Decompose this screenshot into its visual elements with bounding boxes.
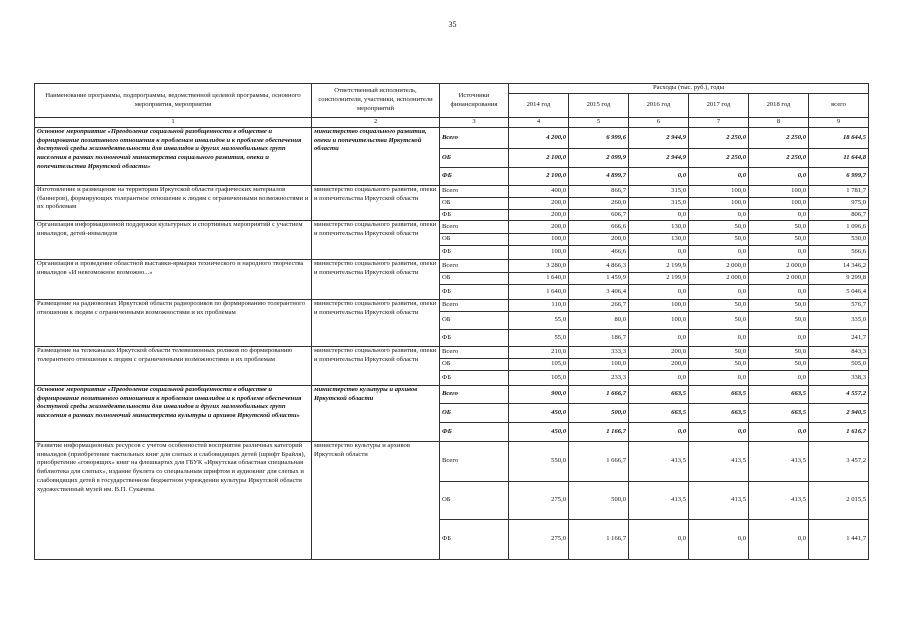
amount-year: 50,0 <box>689 359 749 371</box>
amount-year: 200,0 <box>509 221 569 234</box>
amount-year: 413,5 <box>749 482 809 520</box>
amount-year: 200,0 <box>629 359 689 371</box>
amount-year: 100,0 <box>509 234 569 246</box>
amount-year: 1 459,9 <box>569 273 629 285</box>
header-year: 2016 год <box>629 94 689 118</box>
amount-year: 233,3 <box>569 371 629 386</box>
amount-year: 210,0 <box>509 347 569 359</box>
header-source: Источники финансирования <box>440 84 509 118</box>
table-row <box>35 300 869 312</box>
funding-source: ФБ <box>440 423 509 442</box>
column-index: 5 <box>569 118 629 128</box>
amount-total: 11 644,8 <box>809 149 869 168</box>
amount-year: 50,0 <box>749 359 809 371</box>
amount-year: 3 406,4 <box>569 285 629 300</box>
amount-year: 186,7 <box>569 330 629 347</box>
amount-year: 900,0 <box>509 386 569 404</box>
amount-year: 663,5 <box>689 386 749 404</box>
amount-year: 1 666,7 <box>569 386 629 404</box>
table-row <box>35 442 869 482</box>
amount-year: 110,0 <box>509 300 569 312</box>
amount-year: 55,0 <box>509 330 569 347</box>
amount-year: 0,0 <box>689 423 749 442</box>
executor: министерство социального развития, опеки и попечительства Иркутской области <box>312 260 440 300</box>
executor: министерство социального развития, опеки и попечительства Иркутской области <box>312 347 440 386</box>
activity-name: Основное мероприятие «Преодоление социальной разобщенности в обществе и формирование позитивного отношения к проблемам инвалидов и к проблеме обеспечения доступной среды жизнедеятельности для инвалидов и других маломобильных групп населения в рамках полномочий министерства культуры и архивов Иркутской области» <box>35 386 312 442</box>
amount-year: 100,0 <box>629 300 689 312</box>
header-year: 2014 год <box>509 94 569 118</box>
amount-total: 843,3 <box>809 347 869 359</box>
amount-year: 2 250,0 <box>689 149 749 168</box>
amount-year: 413,5 <box>689 482 749 520</box>
amount-year: 315,0 <box>629 186 689 198</box>
column-index-row <box>35 118 869 128</box>
amount-total: 5 046,4 <box>809 285 869 300</box>
amount-total: 241,7 <box>809 330 869 347</box>
funding-source: Всего <box>440 128 509 149</box>
page-number: 35 <box>448 20 457 29</box>
amount-year: 663,5 <box>749 386 809 404</box>
amount-total: 2 940,5 <box>809 404 869 423</box>
amount-year: 2 250,0 <box>749 128 809 149</box>
executor: министерство социального развития, опеки и попечительства Иркутской области <box>312 221 440 260</box>
amount-year: 2 199,9 <box>629 260 689 273</box>
amount-year: 100,0 <box>569 359 629 371</box>
amount-year: 0,0 <box>629 285 689 300</box>
amount-year: 200,0 <box>509 210 569 221</box>
amount-year: 666,6 <box>569 221 629 234</box>
amount-year: 500,0 <box>569 404 629 423</box>
amount-year: 1 640,0 <box>509 273 569 285</box>
amount-year: 50,0 <box>689 312 749 330</box>
table-row <box>35 347 869 359</box>
amount-year: 0,0 <box>689 285 749 300</box>
amount-year: 2 000,0 <box>689 260 749 273</box>
amount-year: 80,0 <box>569 312 629 330</box>
amount-year: 105,0 <box>509 359 569 371</box>
header-year: 2017 год <box>689 94 749 118</box>
funding-source: Всего <box>440 347 509 359</box>
amount-year: 0,0 <box>689 246 749 260</box>
amount-year: 315,0 <box>629 198 689 210</box>
amount-year: 333,3 <box>569 347 629 359</box>
amount-year: 663,5 <box>629 404 689 423</box>
amount-year: 200,0 <box>629 347 689 359</box>
amount-total: 2 015,5 <box>809 482 869 520</box>
activity-name: Основное мероприятие «Преодоление социальной разобщенности в обществе и формирование позитивного отношения к проблемам инвалидов и к проблеме обеспечения доступной среды жизнедеятельности для инвалидов и других маломобильных групп населения в рамках полномочий министерства социального развития, опеки и попечительства Иркутской области» <box>35 128 312 186</box>
activity-name: Развитие информационных ресурсов с учетом особенностей восприятия различных категорий инвалидов (приобретение тактильных книг для слепых и слабовидящих детей (шрифт Брайля), приобретение «говорящих» книг на флешкартах для ГБУК «Иркутская областная специальная библиотека для слепых», издание буклета со специальным шрифтом и аудиокниг для слепых и слабовидящих детей в государственном бюджетном учреждении культуры Иркутской области художественный музей им. В.П. Сукачева <box>35 442 312 560</box>
amount-year: 0,0 <box>629 210 689 221</box>
amount-year: 105,0 <box>509 371 569 386</box>
column-index: 8 <box>749 118 809 128</box>
funding-source: ОБ <box>440 312 509 330</box>
amount-year: 450,0 <box>509 404 569 423</box>
column-index: 1 <box>35 118 312 128</box>
executor: министерство социального развития, опеки и попечительства Иркутской области <box>312 128 440 186</box>
column-index: 2 <box>312 118 440 128</box>
amount-total: 338,3 <box>809 371 869 386</box>
amount-year: 663,5 <box>749 404 809 423</box>
amount-year: 0,0 <box>629 423 689 442</box>
header-name: Наименование программы, подпрограммы, ведомственной целевой программы, основного мероприятия, мероприятия <box>35 84 312 118</box>
amount-year: 0,0 <box>689 210 749 221</box>
funding-source: ОБ <box>440 149 509 168</box>
amount-total: 505,0 <box>809 359 869 371</box>
amount-year: 100,0 <box>629 312 689 330</box>
activity-name: Размещение на телеканалах Иркутской области телевизионных роликов по формированию толерантного отношения к людям с ограниченными возможностями и их проблемам <box>35 347 312 386</box>
funding-source: ФБ <box>440 285 509 300</box>
amount-year: 0,0 <box>629 168 689 186</box>
amount-year: 663,5 <box>629 386 689 404</box>
amount-year: 6 999,6 <box>569 128 629 149</box>
amount-year: 413,5 <box>689 442 749 482</box>
amount-year: 4 866,3 <box>569 260 629 273</box>
amount-total: 335,0 <box>809 312 869 330</box>
column-index: 9 <box>809 118 869 128</box>
amount-total: 18 644,5 <box>809 128 869 149</box>
amount-year: 500,0 <box>569 482 629 520</box>
amount-total: 1 616,7 <box>809 423 869 442</box>
executor: министерство социального развития, опеки и попечительства Иркутской области <box>312 186 440 221</box>
funding-source: ОБ <box>440 482 509 520</box>
amount-year: 606,7 <box>569 210 629 221</box>
amount-year: 200,0 <box>509 198 569 210</box>
amount-year: 0,0 <box>689 520 749 560</box>
column-index: 3 <box>440 118 509 128</box>
amount-year: 866,7 <box>569 186 629 198</box>
amount-year: 0,0 <box>749 168 809 186</box>
funding-source: ОБ <box>440 359 509 371</box>
amount-year: 130,0 <box>629 221 689 234</box>
amount-year: 0,0 <box>749 285 809 300</box>
amount-year: 50,0 <box>689 300 749 312</box>
amount-year: 466,6 <box>569 246 629 260</box>
amount-year: 2 000,0 <box>689 273 749 285</box>
amount-year: 4 899,7 <box>569 168 629 186</box>
amount-total: 6 999,7 <box>809 168 869 186</box>
amount-year: 413,5 <box>749 442 809 482</box>
amount-year: 0,0 <box>749 246 809 260</box>
column-index: 7 <box>689 118 749 128</box>
amount-year: 0,0 <box>689 371 749 386</box>
amount-year: 100,0 <box>509 246 569 260</box>
executor: министерство культуры и архивов Иркутской области <box>312 386 440 442</box>
amount-year: 2 199,9 <box>629 273 689 285</box>
amount-year: 0,0 <box>629 246 689 260</box>
amount-year: 663,5 <box>689 404 749 423</box>
funding-source: Всего <box>440 300 509 312</box>
executor: министерство культуры и архивов Иркутской области <box>312 442 440 560</box>
amount-year: 0,0 <box>689 330 749 347</box>
activity-name: Организация и проведение областной выставки-ярмарки технического и народного творчества инвалидов «И невозможное возможно...» <box>35 260 312 300</box>
amount-year: 50,0 <box>749 300 809 312</box>
amount-year: 0,0 <box>629 371 689 386</box>
amount-year: 1 666,7 <box>569 442 629 482</box>
amount-total: 566,6 <box>809 246 869 260</box>
amount-total: 530,0 <box>809 234 869 246</box>
amount-total: 576,7 <box>809 300 869 312</box>
amount-year: 450,0 <box>509 423 569 442</box>
amount-total: 4 557,2 <box>809 386 869 404</box>
amount-year: 1 166,7 <box>569 520 629 560</box>
table-row <box>35 221 869 234</box>
header-total: всего <box>809 94 869 118</box>
column-index: 6 <box>629 118 689 128</box>
funding-source: ФБ <box>440 246 509 260</box>
table-row <box>35 386 869 404</box>
amount-total: 806,7 <box>809 210 869 221</box>
amount-total: 1 441,7 <box>809 520 869 560</box>
amount-year: 3 280,0 <box>509 260 569 273</box>
amount-year: 2 000,0 <box>749 273 809 285</box>
funding-source: ОБ <box>440 234 509 246</box>
executor: министерство социального развития, опеки и попечительства Иркутской области <box>312 300 440 347</box>
amount-year: 100,0 <box>749 186 809 198</box>
amount-year: 50,0 <box>749 221 809 234</box>
table-body <box>35 128 869 560</box>
amount-year: 50,0 <box>689 221 749 234</box>
funding-source: ФБ <box>440 330 509 347</box>
amount-year: 50,0 <box>749 347 809 359</box>
amount-year: 50,0 <box>689 234 749 246</box>
amount-year: 200,0 <box>569 234 629 246</box>
amount-year: 100,0 <box>689 198 749 210</box>
header-expenses: Расходы (тыс. руб.), годы <box>509 84 869 94</box>
table-row <box>35 186 869 198</box>
funding-source: Всего <box>440 386 509 404</box>
amount-year: 0,0 <box>749 520 809 560</box>
amount-year: 50,0 <box>689 347 749 359</box>
amount-year: 2 250,0 <box>749 149 809 168</box>
activity-name: Изготовление и размещение на территории Иркутской области графических материалов (баннеров), формирующих толерантное отношение к людям с ограниченными возможностями и их проблемам <box>35 186 312 221</box>
amount-total: 1 781,7 <box>809 186 869 198</box>
funding-source: Всего <box>440 186 509 198</box>
expenses-table <box>34 83 869 560</box>
amount-year: 100,0 <box>689 186 749 198</box>
amount-year: 4 200,0 <box>509 128 569 149</box>
funding-source: ОБ <box>440 404 509 423</box>
amount-total: 975,0 <box>809 198 869 210</box>
amount-total: 9 299,8 <box>809 273 869 285</box>
amount-year: 2 944,9 <box>629 128 689 149</box>
funding-source: ФБ <box>440 371 509 386</box>
amount-year: 550,0 <box>509 442 569 482</box>
funding-source: ФБ <box>440 168 509 186</box>
amount-year: 1 166,7 <box>569 423 629 442</box>
table-row <box>35 260 869 273</box>
amount-year: 0,0 <box>749 423 809 442</box>
table-row <box>35 128 869 149</box>
amount-year: 2 100,0 <box>509 149 569 168</box>
amount-total: 3 457,2 <box>809 442 869 482</box>
header-year: 2018 год <box>749 94 809 118</box>
funding-source: ФБ <box>440 520 509 560</box>
funding-source: Всего <box>440 221 509 234</box>
amount-year: 275,0 <box>509 520 569 560</box>
amount-year: 0,0 <box>749 371 809 386</box>
amount-year: 55,0 <box>509 312 569 330</box>
amount-year: 0,0 <box>629 330 689 347</box>
amount-year: 0,0 <box>749 210 809 221</box>
header-year: 2015 год <box>569 94 629 118</box>
header-executor: Ответственный исполнитель, соисполнители, участники, исполнители мероприятий <box>312 84 440 118</box>
amount-year: 2 250,0 <box>689 128 749 149</box>
funding-source: ОБ <box>440 273 509 285</box>
amount-year: 260,0 <box>569 198 629 210</box>
amount-total: 1 096,6 <box>809 221 869 234</box>
amount-year: 0,0 <box>749 330 809 347</box>
amount-total: 14 346,2 <box>809 260 869 273</box>
amount-year: 400,0 <box>509 186 569 198</box>
activity-name: Размещение на радиоволнах Иркутской области радиороликов по формированию толерантного отношения к людям с ограниченными возможностями и их проблемам <box>35 300 312 347</box>
amount-year: 0,0 <box>689 168 749 186</box>
funding-source: Всего <box>440 442 509 482</box>
funding-source: ФБ <box>440 210 509 221</box>
amount-year: 2 000,0 <box>749 260 809 273</box>
amount-year: 50,0 <box>749 234 809 246</box>
amount-year: 413,5 <box>629 442 689 482</box>
activity-name: Организация информационной поддержки культурных и спортивных мероприятий с участием инвалидов, детей-инвалидов <box>35 221 312 260</box>
amount-year: 275,0 <box>509 482 569 520</box>
amount-year: 0,0 <box>629 520 689 560</box>
amount-year: 2 099,9 <box>569 149 629 168</box>
amount-year: 2 100,0 <box>509 168 569 186</box>
amount-year: 50,0 <box>749 312 809 330</box>
column-index: 4 <box>509 118 569 128</box>
amount-year: 1 640,0 <box>509 285 569 300</box>
funding-source: Всего <box>440 260 509 273</box>
amount-year: 2 944,9 <box>629 149 689 168</box>
amount-year: 100,0 <box>749 198 809 210</box>
amount-year: 130,0 <box>629 234 689 246</box>
amount-year: 413,5 <box>629 482 689 520</box>
funding-source: ОБ <box>440 198 509 210</box>
amount-year: 266,7 <box>569 300 629 312</box>
